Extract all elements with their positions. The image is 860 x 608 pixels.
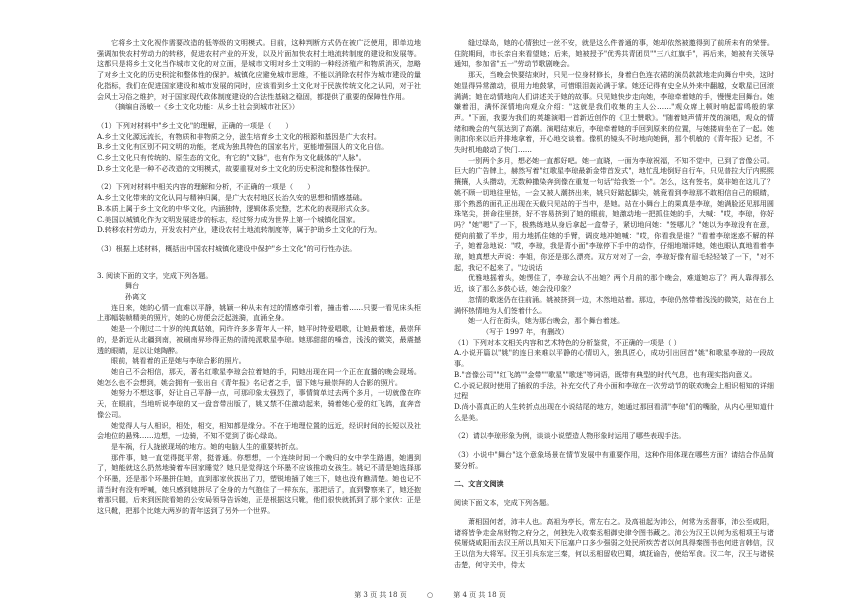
story-paragraph: 忽情的歌迷仍在往前涌。姚被挤到一边，木然地站着。那边，李琼仍然带着浅浅的微笑，站在台上满怀热情地为人们签着什么。 <box>454 294 774 315</box>
option-d: D.乡土文化是一种不必改造的文明模式，故要重视对乡土文化的历史积淀和整体性保护。 <box>97 163 375 173</box>
option-a: A.小说开篇以"姚"的连日来难以平静的心情切入，独具匠心，成功引出回首"姚"和歌星李琼的一段故事。 <box>454 348 774 369</box>
question-1: （1）下列对本文相关内容和艺术特色的分析鉴赏，不正确的一项是（ ） <box>454 337 681 347</box>
story-paragraph: 她努力不想这事，好让自己平静一点，可那印象太强烈了，事情简单过去两个多月，一切就像在昨天，在眼前，当地听说李琼的又一盘音带出版了，姚又禁不住激动起来，骑着她心爱的红飞鸽，直奔音像公司。 <box>97 388 421 419</box>
story-paragraph: 眼前，姚看着的正是她与李琼合影的照片。 <box>111 356 246 366</box>
option-b: B."音像公司""红飞鸽""金带""歌星""歌迷"等词语，既带有典型的时代气息，也有现实指向意义。 <box>454 369 757 379</box>
question-3: （3）根据上述材料，概括出中国农村城镇化建设中保护"乡土文化"的可行性办法。 <box>97 243 357 253</box>
option-d: D.转移农村劳动力，开发农村产业，建设农村土地流转制度等，属于护助乡土文化的行为。 <box>97 225 382 235</box>
right-column <box>454 38 774 585</box>
option-b: B.乡土文化有区别不同文明的功能，老成为独具特色的国家名片，更能增强国人的文化自信。 <box>97 142 389 152</box>
question-1: （1）下列对材料中"乡土文化"的理解，正确的一项是（ ） <box>97 120 293 130</box>
passage-paragraph: 它将乡土文化视作需要改造的低等级的文明模式。目前，这种判断方式仍在被广泛使用，即单边地强调加快农村劳动力的转移，促进农村产业的开发，以及片面加快农村土地流转制度的建设和发展等。这都只是将乡土文化当作城市文化的对立面，是城市文明对乡土文明的一种经济殖产和物质消灭，忽略了对乡土文化的历史积淀和整体性的保护。城镇化应避免城市思维，不能以消除农村作为城市建设的量化指标，我们在促进国家建设和城市发展的同时，应该看到乡土文化对于民族传统文化之认同，对于社会风土习俗之维护，对于国家现代政体制度建设的合法性基础之稳固，都提供了重要的保障性作用。 <box>97 38 421 101</box>
option-c: C.乡土文化只有传统的、原生态的文化，有它的"文脉"，也有作为文化载体的"人脉"。 <box>97 153 366 163</box>
story-paragraph: 她觉得人与人相识，相处，相交，相知都是缘分。不在于地理位置的远近，经识时间的长短以及社会地位的悬殊……边想，一边骑，不知不觉到了街心绿岛。 <box>97 420 421 441</box>
story-paragraph: 那件事，她一直觉得挺平常，挺普通。你想想，一个连续时间一个晚归的女中学生路遇，她遇到了，她能就这么扔然地骑着车回家睡觉？她只是觉得这个环墨不应该推动女孩生。姚记不清是她选择那个环墨，还是那个环墨拼住她，直到那家伙拔出了刀，塑锐地插了她三下，她也没有瞧清楚。她也记不清当时有没有呼喊，她只感到她拼尽了全身的力气抱住了一样东东，那把话了，直到警察来了，她还抱着那只腿，后来到医院看她的公安局领导告诉她，正是根据这只靴，他们很快就抓到了那个家伙：正是这只靴，把那个比她大两岁的青年送到了另外一个世界。 <box>97 452 421 516</box>
story-paragraph: 那天，当晚会快要结束时，只见一位身材修长，身着白色连衣裙的演员款款地走向舞台中央，这时她显得异常激动，很用力地鼓掌，可惜眼泪轰沁满于掌。她还记得有史全从外来中翻越，女歌星已回滚满满；她在动情地向人们讲述关于她的故事。只见她快步走向她，李琼牵着她的手，慢慢走回舞台。她嫌着泪，满怀深情地向观众介绍："这就是我们收集的主人公……"观众席上顿时响起雷鸣般的掌声。"下面，我要为我们的英雄演唱一首新近创作的《卫士赞歌》。"随着她声情并茂的演唱，观众的情绪和晚会的气氛达到了高潮。演唱结束后，李琼牵着她的手回到原来的位置，与她搂肩坐在了一起。她则扣你来以后并排地拿着，开心地交谈着。像机的镜头不时地向她俩，那个机敏的《青年报》记者，不失时机地敲动了快门…… <box>454 70 774 155</box>
page-number-left: 第 3 页 共 18 页 <box>354 591 407 599</box>
story-title: 舞台 <box>125 281 140 291</box>
story-paragraph: 她自己不会相信，那天，著名红歌星李琼会拉着她的手，同她出现在同一个正在直播的晚会现场。她怎么也不会想到，姚会拥有一张出自《青年报》名记者之手，留下她与最崇拜的人合影的照片。 <box>97 366 421 387</box>
story-paragraph: 优雅地摇着头，她愣住了，李琼会认不出她？两个月前的那个晚会，难道她忘了？两人靠得那么近，该了那么多鼓心话，她会没印象？ <box>454 273 774 294</box>
question-3: （3）小说中"舞台"这个意象场景在情节发展中有重要作用，这种作用体现在哪些方面？请结合作品简要分析。 <box>454 450 774 470</box>
instruction: 阅读下面文本，完成下列各题。 <box>454 498 554 508</box>
section-heading: 二、文言文阅读 <box>454 479 504 489</box>
option-c: C.美国以城镇化作为文明发展进步的标志，经过努力成为世界上第一个城镇化国家。 <box>97 214 360 224</box>
option-d: D.尚小喜真正的人生转折点出现在小说结尾的地方，她通过那回看清"李琼"们的嘴脸，从内心里知道什么是美。 <box>454 401 774 422</box>
story-paragraph: 一别两个多月，想必她一直都好吧。她一直晓，一面为李琼祝福，不知不觉中，已到了音像公司。巨大的广告牌上，赫然写着"红歌星李琼最新金带首发式"，地忙乱地倒好自行车，只见普拉大厅内熙熙攘攘，人头攒动，无数种撒染奔到像在重复一句话"给我签一个"。怎么，这有签名，莫非她在这儿了？姚不顾一切地往里钻，一会又被人潮挤出来，姚只好踮起脚尖，姚竟看到李琼那不敢相信自己的眼睛，那个熟悉的面孔正出现在天截只见站的于当中，是她。站在小舞台上的果真是李琼，她满脸还见那用圆珠笔尖，拼命往里挤，好不容易挤到了她的眼前，她激动地一把抓住她的手，大喊："哎，李琼，你好吗？"她"嗯"了一下，极熟练地从身后拿起一盒带子，紧切地问她："签哪儿？"她以为李琼没有在意，便向前撤了半步，用力地抓住她的手臂，调皮地冲她喊："哎，你看我是谁？"看着李琼迷惑不解的样子，她着急地说："哎，李琼，我是青小面"李琼停下手中的动作，仔细地端详她，她也眼认真地看着李琼，她真想大声说：李姐，你还是那么漂亮。双方对对了一会，李琼好像有眉毛轻轻皱了一下，"对不起，我记不起来了。"边说话 <box>454 155 774 272</box>
story-date: （写于 1997 年，有删改） <box>482 326 569 336</box>
page-footer <box>0 590 860 600</box>
classical-passage: 萧相国何者，沛丰人也。高祖为亭长，常左右之。及高祖起为沛公，何常为丞督事，沛公至咸阳，诸将皆争走金帛财物之府分之，何独先入收秦丞相御史律令图书藏之。沛公为汉王以何为丞相项王与诸侯屠烧咸阳而去汉王所以具知天下厄塞户口多少强弱之处民所疾苦者以何具得秦图书也何进言韩信，汉王以信为大将军。汉王引兵东定三秦，何以丞相留收巴蜀，填抚谕告，使给军食。汉二年，汉王与诸侯击楚，何守关中，侍太 <box>454 516 774 569</box>
option-a: A.乡土文化源远流长，有物质和非物质之分，滋生培育乡土文化的根源和基因是广大农村。 <box>97 131 382 141</box>
option-b: B.本质上属于乡土文化的中华文化，内涵独特，逻辑体系完整，艺术化的表现形式众多。 <box>97 203 375 213</box>
story-paragraph: 缝过绿岛，她的心情独过一丝不安，就是这么件普通的事，她却依然被邀得到了前所未有的荣誉。住院期间，市长亲自来看望她；后来，她被授予"优秀共青团员""三八红旗手"，再后来，她被有关领导通知，参加省"五一"劳动节歌剧晚会。 <box>454 38 774 69</box>
story-paragraph: 她一人行在街头，她为那台晚会，那个舞台着迷。 <box>468 316 625 326</box>
section-heading: 3. 阅读下面的文字，完成下列各题。 <box>97 270 213 280</box>
left-column <box>97 38 421 585</box>
page-number-right: 第 4 页 共 18 页 <box>453 591 506 599</box>
source-note: （摘编自汤敏一《乡土文化功能：从乡土社会到城市社区》） <box>111 102 299 112</box>
option-c: C.小说记叙时使用了插叙的手法，补充交代了舟小面和李琼在一次劳动节的联欢晚会上相识相知的详细过程 <box>454 380 774 401</box>
story-paragraph: 是车祸，行人拢嵌现场的地方。她的电脑人生的重要转折点。 <box>111 441 303 451</box>
story-paragraph: 连日来，她的心情一直难以平静，姚颖一种从未有过的情感牵引着，撞击着……只要一看见床头柜上那幅装帧精美的照片，她的心房便会泛起涟漪，直涌全身。 <box>97 302 421 323</box>
question-2: （2）下列对材料中相关内容的理解和分析，不正确的一项是（ ） <box>97 182 315 192</box>
question-2: （2）请以李琼形象为例，谈谈小说塑造人物形象时运用了哪些表现手法。 <box>454 431 686 441</box>
story-paragraph: 她是一个刚过二十岁的纯真姑娘，同许许多多青年人一样，她平时特爱唱歌，让她最着迷，最崇拜的，是新近从北疆到南，被刷南昇珍得正热的清纯派歌星李琼。她那甜甜的嗓音，浅浅的微笑，最震撼透的眼睛，足以让她陶醉。 <box>97 324 421 355</box>
story-author: 孙离文 <box>125 292 147 302</box>
center-mark: ○ <box>426 591 434 599</box>
option-a: A.乡土文化带来的文化认同与精神归属，是广大农村地区长治久安的思想和情感基础。 <box>97 193 367 203</box>
